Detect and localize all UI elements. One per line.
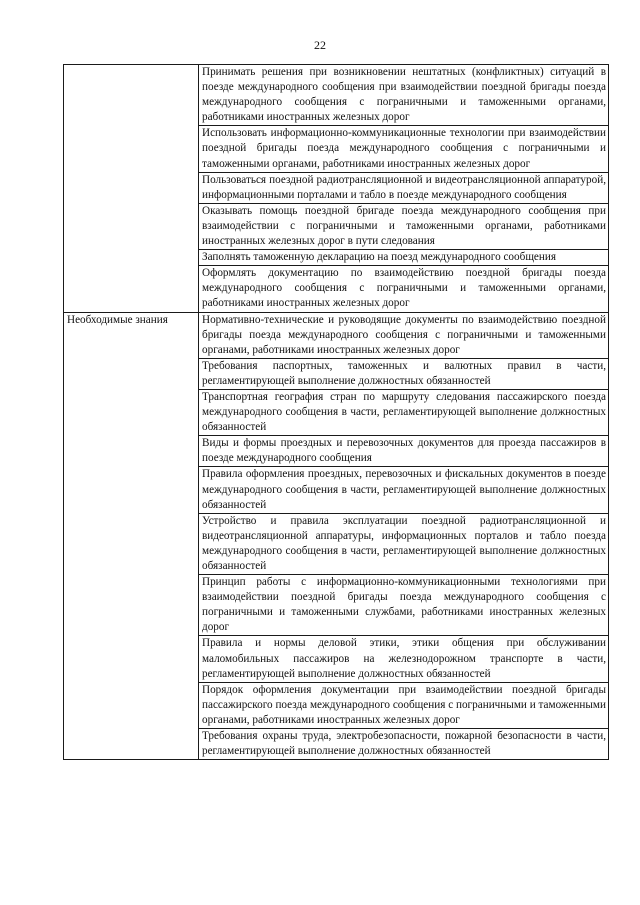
table-cell: Оказывать помощь поездной бригаде поезда международного сообщения при взаимодействии с пограничными и таможенными органами, работниками иностранных железных дорог в пути следования — [199, 203, 609, 249]
table-row — [64, 312, 609, 358]
section-label-knowledge: Необходимые знания — [64, 312, 199, 760]
table-cell: Транспортная география стран по маршруту следования пассажирского поезда международного сообщения в части, регламентирующей выполнение должностных обязанностей — [199, 389, 609, 435]
table-cell: Требования паспортных, таможенных и валютных правил в части, регламентирующей выполнение должностных обязанностей — [199, 358, 609, 389]
requirements-table — [63, 64, 609, 760]
table-cell: Правила оформления проездных, перевозочных и фискальных документов в поезде международного сообщения в части, регламентирующей выполнение должностных обязанностей — [199, 467, 609, 513]
page-number: 22 — [314, 38, 326, 52]
table-cell: Требования охраны труда, электробезопасности, пожарной безопасности в части, регламентирующей выполнение должностных обязанностей — [199, 729, 609, 760]
table-cell: Порядок оформления документации при взаимодействии поездной бригады пассажирского поезда международного сообщения с пограничными и таможенными органами, работниками иностранных железных дорог — [199, 682, 609, 728]
table-cell: Оформлять документацию по взаимодействию поездной бригады поезда международного сообщения с пограничными и таможенными органами, работниками иностранных железных дорог — [199, 266, 609, 312]
table-cell: Принцип работы с информационно-коммуникационными технологиями при взаимодействии поездной бригады поезда международного сообщения с пограничными и таможенными службами, работниками иностранных железных дорог — [199, 575, 609, 636]
table-cell: Пользоваться поездной радиотрансляционной и видеотрансляционной аппаратурой, информационными порталами и табло в поезде международного сообщения — [199, 172, 609, 203]
table-cell: Нормативно-технические и руководящие документы по взаимодействию поездной бригады поезда международного сообщения с пограничными и таможенными органами, работниками иностранных железных дорог — [199, 312, 609, 358]
table-cell: Устройство и правила эксплуатации поездной радиотрансляционной и видеотрансляционной аппаратуры, информационных порталов и табло поезда международного сообщения в части, регламентирующей выполнение должностных обязанностей — [199, 513, 609, 574]
table-cell: Заполнять таможенную декларацию на поезд международного сообщения — [199, 250, 609, 266]
table-cell: Виды и формы проездных и перевозочных документов для проезда пассажиров в поезде международного сообщения — [199, 436, 609, 467]
section-label-skills — [64, 65, 199, 313]
table-cell: Правила и нормы деловой этики, этики общения при обслуживании маломобильных пассажиров на железнодорожном транспорте в части, регламентирующей выполнение должностных обязанностей — [199, 636, 609, 682]
table-cell: Принимать решения при возникновении нештатных (конфликтных) ситуаций в поезде международного сообщения при взаимодействии поездной бригады поезда международного сообщения с пограничными и таможенными органами, работниками иностранных железных дорог — [199, 65, 609, 126]
table-cell: Использовать информационно-коммуникационные технологии при взаимодействии поездной бригады поезда международного сообщения с пограничными и таможенными органами, работниками иностранных железных дорог — [199, 126, 609, 172]
table-row — [64, 65, 609, 126]
